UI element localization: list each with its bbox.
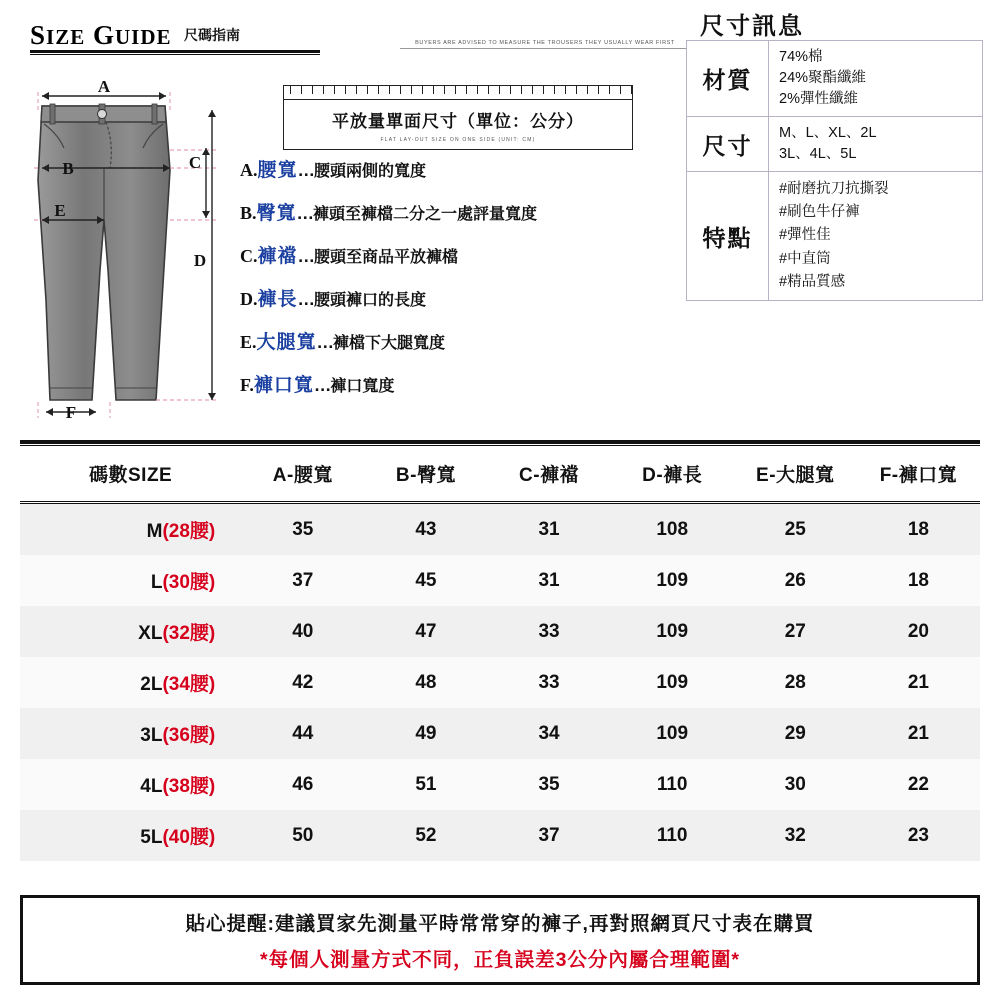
info-label: 特點 xyxy=(687,172,769,301)
info-line: 74%棉 xyxy=(779,49,823,65)
col-header-e: E-大腿寬 xyxy=(756,465,835,486)
measurement-key: B. xyxy=(240,203,257,223)
col-header-f: F-褲口寬 xyxy=(879,465,958,486)
measurement-desc: 腰頭褲口的長度 xyxy=(314,292,427,309)
size-label: 4L xyxy=(140,776,163,797)
cell-a: 44 xyxy=(292,722,314,744)
col-header-d: D-褲長 xyxy=(642,465,703,486)
cell-size xyxy=(20,606,241,657)
table-row xyxy=(20,708,980,759)
svg-text:F: F xyxy=(65,403,77,420)
col-header-c: C-褲襠 xyxy=(519,465,580,486)
size-label: 2L xyxy=(140,674,163,695)
info-line: #耐磨抗刀抗撕裂 xyxy=(779,181,889,198)
info-line: #中直筒 xyxy=(779,250,831,267)
svg-text:E: E xyxy=(54,201,66,220)
cell-size xyxy=(20,759,241,810)
measurement-item xyxy=(240,370,690,397)
info-value xyxy=(769,117,983,172)
cell-e: 25 xyxy=(784,518,806,540)
cell-b: 51 xyxy=(415,773,437,795)
footer-line-2: *每個人測量方式不同，正負誤差3公分內屬合理範圍* xyxy=(259,949,741,971)
measurement-definitions xyxy=(240,155,690,413)
cell-b: 49 xyxy=(415,722,437,744)
cell-e: 30 xyxy=(784,773,806,795)
measurement-term: 臀寬 xyxy=(256,203,297,224)
cell-e: 27 xyxy=(784,620,806,642)
measurement-desc: 腰頭至商品平放褲檔 xyxy=(314,249,459,266)
measurement-item xyxy=(240,198,690,225)
cell-b: 43 xyxy=(415,518,437,540)
cell-d: 109 xyxy=(656,620,689,642)
info-row-features xyxy=(687,172,983,301)
banner-line-2: FLAT LAY-OUT SIZE ON ONE SIDE (UNIT: CM) xyxy=(380,136,536,143)
waist-label: (32腰) xyxy=(162,623,216,644)
cell-f: 21 xyxy=(907,722,929,744)
measurement-term: 大腿寬 xyxy=(256,332,317,353)
measurement-item xyxy=(240,327,690,354)
measurement-desc: 褲頭至褲檔二分之一處評量寬度 xyxy=(313,206,538,223)
info-line: #精品質感 xyxy=(779,273,846,290)
measurement-dots: … xyxy=(313,375,331,395)
info-label: 材質 xyxy=(687,41,769,117)
info-table xyxy=(686,40,983,301)
table-row xyxy=(20,657,980,708)
measurement-desc: 褲口寬度 xyxy=(330,378,395,395)
info-line: 3L、4L、5L xyxy=(779,146,857,163)
table-header-row xyxy=(20,446,980,503)
info-title: 尺寸訊息 xyxy=(700,13,804,40)
size-table-wrapper xyxy=(20,440,980,861)
info-line: 2%彈性纖維 xyxy=(779,91,858,108)
cell-d: 110 xyxy=(656,773,688,795)
info-line: 24%聚酯纖維 xyxy=(779,70,867,87)
cell-b: 47 xyxy=(415,620,437,642)
cell-e: 28 xyxy=(784,671,806,693)
flat-lay-banner xyxy=(283,85,633,150)
cell-a: 35 xyxy=(292,518,314,540)
cell-b: 48 xyxy=(415,671,437,693)
measurement-term: 腰寬 xyxy=(257,160,298,181)
cell-a: 46 xyxy=(292,773,314,795)
cell-d: 109 xyxy=(656,671,689,693)
title-en: SIZE GUIDE xyxy=(30,20,172,50)
cell-d: 109 xyxy=(656,722,689,744)
footer-note xyxy=(20,895,980,985)
footer-line-1: 貼心提醒:建議買家先測量平時常常穿的褲子,再對照網頁尺寸表在購買 xyxy=(185,913,815,935)
pants-diagram xyxy=(20,70,230,420)
measurement-key: C. xyxy=(240,246,258,266)
measurement-dots: … xyxy=(316,332,334,352)
table-row xyxy=(20,810,980,861)
cell-f: 21 xyxy=(907,671,929,693)
cell-size xyxy=(20,657,241,708)
svg-text:D: D xyxy=(193,251,207,270)
measurement-dots: … xyxy=(297,246,315,266)
info-value xyxy=(769,41,983,117)
size-label: L xyxy=(150,572,163,593)
measurement-dots: … xyxy=(296,203,314,223)
measurement-key: F. xyxy=(240,375,254,395)
info-line: #彈性佳 xyxy=(779,227,831,244)
cell-f: 20 xyxy=(907,620,929,642)
cell-c: 33 xyxy=(538,620,560,642)
info-row-material xyxy=(687,41,983,117)
cell-c: 37 xyxy=(538,824,560,846)
page-title xyxy=(30,20,330,51)
waist-label: (38腰) xyxy=(162,776,216,797)
measurement-dots: … xyxy=(297,160,315,180)
waist-label: (34腰) xyxy=(162,674,216,695)
svg-text:A: A xyxy=(97,77,111,96)
cell-c: 35 xyxy=(538,773,560,795)
table-row xyxy=(20,759,980,810)
table-row xyxy=(20,555,980,606)
measurement-item xyxy=(240,155,690,182)
waist-label: (40腰) xyxy=(162,827,216,848)
cell-a: 50 xyxy=(292,824,314,846)
size-table xyxy=(20,446,980,861)
waist-label: (28腰) xyxy=(162,521,216,542)
title-zh: 尺碼指南 xyxy=(183,27,240,43)
col-header-size: 碼數SIZE xyxy=(89,465,173,486)
cell-a: 37 xyxy=(292,569,314,591)
size-label: M xyxy=(146,521,163,542)
measurement-item xyxy=(240,284,690,311)
info-row-sizes xyxy=(687,117,983,172)
measurement-term: 褲長 xyxy=(257,289,298,310)
waist-label: (30腰) xyxy=(162,572,216,593)
measurement-key: A. xyxy=(240,160,258,180)
title-divider xyxy=(30,50,320,55)
cell-c: 31 xyxy=(538,569,560,591)
top-section xyxy=(0,0,1000,438)
cell-size xyxy=(20,555,241,606)
cell-c: 34 xyxy=(538,722,560,744)
cell-f: 23 xyxy=(907,824,929,846)
banner-line-1: 平放量單面尺寸（單位：公分） xyxy=(332,111,584,131)
waist-label: (36腰) xyxy=(162,725,216,746)
cell-c: 33 xyxy=(538,671,560,693)
measurement-key: D. xyxy=(240,289,258,309)
cell-b: 52 xyxy=(415,824,437,846)
svg-text:B: B xyxy=(62,159,74,178)
col-header-b: B-臀寬 xyxy=(395,465,456,486)
measurement-dots: … xyxy=(297,289,315,309)
info-line: #刷色牛仔褲 xyxy=(779,204,860,221)
cell-size xyxy=(20,708,241,759)
cell-e: 29 xyxy=(784,722,806,744)
table-row xyxy=(20,503,980,556)
size-label: XL xyxy=(138,623,163,644)
cell-f: 22 xyxy=(907,773,929,795)
cell-f: 18 xyxy=(907,518,929,540)
size-label: 5L xyxy=(140,827,163,848)
cell-c: 31 xyxy=(538,518,560,540)
buyer-advice-note: BUYERS ARE ADVISED TO MEASURE THE TROUSERS THEY USUALLY WEAR FIRST xyxy=(400,40,690,49)
info-value xyxy=(769,172,983,301)
cell-a: 40 xyxy=(292,620,314,642)
cell-size xyxy=(20,810,241,861)
measurement-item xyxy=(240,241,690,268)
cell-d: 109 xyxy=(656,569,689,591)
cell-b: 45 xyxy=(415,569,437,591)
measurement-key: E. xyxy=(240,332,257,352)
table-row xyxy=(20,606,980,657)
cell-d: 110 xyxy=(656,824,688,846)
info-label: 尺寸 xyxy=(687,117,769,172)
svg-text:C: C xyxy=(188,153,202,172)
measurement-desc: 腰頭兩側的寬度 xyxy=(314,163,427,180)
col-header-a: A-腰寬 xyxy=(272,465,333,486)
size-label: 3L xyxy=(140,725,163,746)
measurement-desc: 褲檔下大腿寬度 xyxy=(333,335,446,352)
cell-e: 32 xyxy=(784,824,806,846)
cell-size xyxy=(20,503,241,556)
measurement-term: 褲口寬 xyxy=(253,375,314,396)
cell-a: 42 xyxy=(292,671,314,693)
cell-e: 26 xyxy=(784,569,806,591)
measurement-term: 褲襠 xyxy=(257,246,298,267)
cell-f: 18 xyxy=(907,569,929,591)
cell-d: 108 xyxy=(656,518,689,540)
info-line: M、L、XL、2L xyxy=(779,125,877,142)
